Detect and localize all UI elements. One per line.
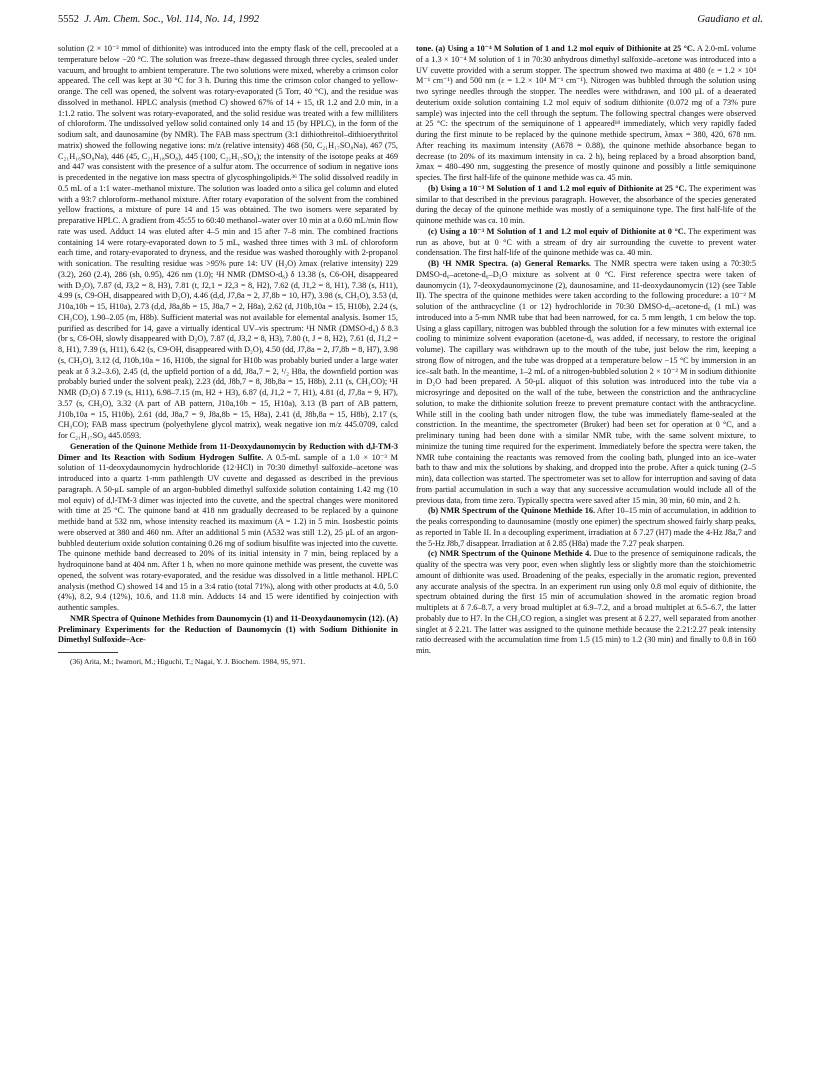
header-authors: Gaudiano et al. bbox=[697, 14, 763, 25]
paragraph-heading: (c) Using a 10⁻³ M Solution of 1 and 1.2 mol equiv of Dithionite at 0 °C. bbox=[428, 226, 686, 236]
paragraph-heading: (c) NMR Spectrum of the Quinone Methide 4. bbox=[428, 549, 592, 559]
paragraph bbox=[416, 44, 756, 184]
paragraph bbox=[58, 614, 398, 646]
paragraph-body: After 10–15 min of accumulation, in addition to the peaks corresponding to daunosamine (mostly one epimer) the spectrum showed fairly sharp peaks, as reported in Table II. In a decoupling experiment, irradiation at δ 7.27 (H7) made the 4-Hz J8a,7 and the 5-Hz J8b,7 disappear. Irradiation at δ 2.85 (H8a) made the 7.27 peak sharpen. bbox=[416, 506, 756, 548]
footnote-divider bbox=[58, 652, 118, 653]
paragraph: solution (2 × 10⁻² mmol of dithionite) was introduced into the empty flask of the cell, precooled at a temperature below −20 °C. The solution was freeze–thaw degassed through three cycles, sealed under vacuum, and brought to ambient temperature. The two solutions were mixed, whereby a crimson color appeared. The cell was kept at 30 °C for 3 h. During this time the crimson color changed to yellow-orange. The cell was opened, the solvent was rotary-evaporated (5 Torr, 40 °C), and the residue was dissolved in methanol. HPLC analysis (method C) showed 67% of 14 + 15, tR 1.2 and 2.0 min, in a 1:1.2 ratio. The solvent was rotary-evaporated, and the solid residue was treated with a few milliliters of chloroform. The undissolved yellow solid contained only 14 and 15 (by HPLC), in the form of the sodium salt, and daunosamine (by NMR). The FAB mass spectrum (3:1 dithiothreitol–dithioerythritol matrix) showed the following negative ions: m/z (relative intensity) 468 (50, C₂₁H₁₇SO₈Na), 467 (75, C₂₁H₁₆SO₈Na), 446 (45, C₂₁H₁₈SO₈), 445 (100, C₂₁H₁₇SO₈); the intensity of the isotope peaks at 469 and 447 was consistent with the presence of a sulfur atom. The occurrence of sodium in negative ions is precedented in the negative ion mass spectra of glycosphingolipids.³⁶ The solid dissolved readily in 0.5 mL of a 1:1 water–methanol mixture. The solution was loaded onto a silica gel column and eluted with a 93:7 chloroform–methanol mixture. After rotary evaporation of the solvent from the combined yellow fractions, a mixture of pure 14 and 15 was obtained. The two isomers were separated by preparative HPLC. A gradient from 45:55 to 60:40 methanol–water over 10 min at a 0.60 mL/min flow rate was used. Adduct 14 was eluted after 4–5 min and 15 after 7–8 min. The combined fractions containing 14 were rotary-evaporated down to 5 mL, washed three times with 3 mL of chloroform each time, and rotary-evaporated to dryness, and the residue was washed thoroughly with 2-propanol with sonication. The resulting residue was >95% pure 14: UV (H₂O) λmax (relative intensity) 229 (3.2), 260 (2.4), 286 (sh, 0.95), 426 nm (1.0); ¹H NMR (DMSO-d₆) δ 13.38 (s, C6-OH, disappeared with D₂O), 7.87 (d, J3,2 = 8, H3), 7.81 (t, J2,1 = J2,3 = 8, H2), 7.62 (d, J1,2 = 8, H1), 7.38 (s, H11), 4.99 (s, C9-OH, disappeared with D₂O), 4.46 (d,d, J7,8a = 2, J7,8b = 10, H7), 3.98 (s, CH₃O), 3.53 (d, J10a,10b = 15, H10a), 2.73 (d,d, J8a,8b = 15, J8a,7 = 2, H8a), 2.62 (d, J10b,10a = 15, H10b), 2.24 (s, CH₃CO), 1.90–2.05 (m, H8b). Sufficient material was not available for elemental analysis. Isomer 15, purified as described for 14, gave a virtually identical UV–vis spectrum: ¹H NMR (DMSO-d₆) δ 8.3 (br s, C6-OH, slowly disappeared with D₂O), 7.87 (d, J3,2 = 8, H3), 7.80 (t, J = 8, H2), 7.61 (d, J1,2 = 8, H1), 7.39 (s, H11), 6.42 (s, C9-OH, disappeared with D₂O), 4.50 (dd, J7,8a = 2, J7,8b = 8, H7), 3.98 (s, CH₃O), 3.12 (d, J10b,10a = 16, H10b, the signal for H10b was probably buried under a large water peak at δ 3.2–3.6), 2.45 (d, the upfield portion of a dd, J8a,7 = 2, ¹/₂ H8a, the downfield portion was probably buried under the solvent peak), 2.23 (dd, J8b,7 = 8, J8b,8a = 15, H8b), 2.11 (s, CH₃CO); ¹H NMR (D₂O) δ 7.19 (s, H11), 6.98–7.15 (m, H2 + H3), 6.87 (d, J1,2 = 7, H1), 4.81 (d, J7,8a = 9, H7), 3.57 (s, CH₃O), 3.32 (A part of AB pattern, J10a,10b = 15, H10a), 3.13 (B part of AB pattern, J10b,10a = 15, H10b), 2.61 (dd, J8a,7 = 9, J8a,8b = 15, H8a), 2.41 (d, J8b,8a = 15, H8b), 2.17 (s, CH₃CO); FAB mass spectrum (polyethylene glycol matrix), weak negative ion m/z 445.0709, calcd for C₂₁H₁₇SO₈ 445.0593. bbox=[58, 44, 399, 440]
left-column bbox=[58, 44, 398, 667]
right-column bbox=[416, 44, 756, 657]
paragraph-body: A 2.0-mL volume of a 1.3 × 10⁻⁴ M solution of 1 in 70:30 anhydrous dimethyl sulfoxide–acetone was introduced into a UV cuvette provided with a serum stopper. The spectrum showed two maxima at 480 (ε = 1.2 × 10⁴ M⁻¹ cm⁻¹) and 500 nm (ε = 1.2 × 10⁴ M⁻¹ cm⁻¹). Nitrogen was bubbled through the solution using two syringe needles through the stopper. The needles were withdrawn, and 100 μL of a deaerated deuterium oxide solution containing 1.2 mol equiv of sodium dithionite (0.072 mg of a 73% pure sample) was injected into the cell through the septum. The following spectral changes were observed at 25 °C: the spectrum of the semiquinone of 1 appeared¹⁸ immediately, which very rapidly faded during the first minute to be replaced by the quinone methide spectrum, λmax = 380, 420, 678 nm. After reaching its maximum intensity (A678 = 0.88), the quinone methide absorbance began to decrease (to 20% of its maximum intensity in ca. 2 h), being replaced by a broad absorption band, λmax = 480–490 nm, suggesting the presence of mostly quinone and possibly a little semiquinone species. The first half-life of the quinone methide was ca. 45 min. bbox=[416, 44, 756, 182]
paragraph-heading: NMR Spectra of Quinone Methides from Daunomycin (1) and 11-Deoxydaunomycin (12). (A) Preliminary Experiments for the Reduction of Daunomycin (1) with Sodium Dithionite in Dimethyl Sulfoxide–Ace- bbox=[58, 613, 398, 645]
paragraph-body: The experiment was run as above, but at 0 °C with a stream of dry air surrounding the cuvette to prevent water condensation. The first half-life of the quinone methide was ca. 40 min. bbox=[416, 226, 756, 258]
paragraph bbox=[416, 227, 756, 259]
paragraph bbox=[416, 506, 756, 549]
paragraph bbox=[416, 184, 756, 227]
paragraph-heading: (b) Using a 10⁻³ M Solution of 1 and 1.2 mol equiv of Dithionite at 25 °C. bbox=[428, 183, 687, 193]
paragraph bbox=[416, 549, 756, 657]
page-header bbox=[58, 14, 763, 30]
paragraph-heading: tone. (a) Using a 10⁻⁴ M Solution of 1 and 1.2 mol equiv of Dithionite at 25 °C. bbox=[416, 44, 695, 53]
paragraph-heading: (b) NMR Spectrum of the Quinone Methide 16. bbox=[428, 506, 596, 516]
paragraph-body: The experiment was similar to that described in the previous paragraph. However, the absorbance of the species generated during the decay of the quinone methide was mostly of a semiquinone type. The first half-life of the quinone methide was ca. 10 min. bbox=[416, 183, 757, 225]
paragraph bbox=[416, 259, 756, 506]
paragraph bbox=[58, 442, 398, 614]
paragraph-heading: (B) ¹H NMR Spectra. (a) General Remarks. bbox=[428, 259, 591, 268]
paragraph-body: The NMR spectra were taken using a 70:30:5 DMSO-d₆–acetone-d₆–D₂O mixture as solvent at 0 °C. First reference spectra were taken of daunomycin (1), 7-deoxydaunomycinone (2), daunosamine, and 11-deoxydaunomycin (12) (see Table II). The spectra of the quinone methides were taken according to the following procedure: a 10⁻² M solution of the anthracycline (1 or 12) hydrochloride in 70:30 DMSO-d₆–acetone-d₆ (1 mL) was introduced into a 5-mm NMR tube that had been narrowed, for ca. 5 mm length, 1 cm below the top. Using a glass capillary, nitrogen was bubbled through the solution for a few minutes with external ice cooling to minimize solvent evaporation (acetone-d₆ was added, if necessary, to restore the original volume). The capillary was withdrawn up to the mouth of the tube, just below the rim, keeping a strong flow of nitrogen, and the tube was dropped at a temperature below −15 °C by immersion in an ice–salt bath. In the meantime, 1–2 mL of a nitrogen-bubbled solution 2 × 10⁻² M in sodium dithionite in D₂O had been prepared. A 50-μL aliquot of this solution was introduced into the tube via a microsyringe and deposited on the wall of the tube, between the constriction and the anthracycline solution, to make the dithionite solution freeze to prevent premature contact with the anthracycline. While still in the cooling bath under nitrogen flow, the tube was immediately flame-sealed at the constriction. In the meantime, the spectrometer (Bruker) had been set for operation at 0 °C, and a preliminary tuning had been done with a similar NMR tube, with the same solvent mixture, to minimize the tuning time required for the experiment. Immediately before the spectra were taken, the NMR tube containing the reactants was removed from the cooling bath, plunged into an ice–water bath to thaw and mix the solutions by shaking, and dropped into the probe. After a quick tuning (2–5 min), data collection was started. The spectrometer was set to allow for interruption and saving of data from partial accumulation in such a way that any successive accumulation would include all of the previous data, from time zero. Typically spectra were saved after 15 min, 30 min, 60 min, and 2 h. bbox=[416, 259, 756, 505]
page-number: 5552 bbox=[58, 14, 79, 25]
paragraph-body: A 0.5-mL sample of a 1.0 × 10⁻³ M solution of 11-deoxydaunomycin hydrochloride (12·HCl) in 70:30 dimethyl sulfoxide–acetone was introduced into a quartz 1-mm pathlength UV cuvette and degassed as described in the previous paragraph. A 50-μL sample of an argon-bubbled dimethyl sulfoxide solution containing 1.42 mg (10 mol equiv) of d,l-TM-3 dimer was injected into the cuvette, and the spectral changes were monitored with time at 25 °C. The quinone band at 418 nm gradually decreased to be replaced by a quinone methide band at 532 nm, whose intensity reached its maximum (A = 1.2) in 5 min. Isosbestic points were observed at 380 and 460 nm. After an additional 5 min (A532 was still 1.2), 25 μL of an argon-bubbled deuterium oxide solution containing 0.26 mg of sodium bisulfite was injected into the cuvette. The quinone methide band decreased to 20% of its initial intensity in 7 min, being replaced by a hydroquinone band at 404 nm. After 1 h, when no more quinone methide was present, the cuvette was opened, the solvent was rotary-evaporated, and the residue was dissolved in a little methanol. HPLC analysis (method C) showed 14 and 15 in a 3:4 ratio (total 71%), along with other products at 4.0, 5.0 (4%), 8.2, 9.4 (12%), 10.6, and 11.8 min. Adducts 14 and 15 were identified by coinjection with authentic samples. bbox=[58, 452, 398, 612]
header-left bbox=[58, 14, 259, 25]
paragraph-body: Due to the presence of semiquinone radicals, the quality of the spectra was very poor, even when slightly less or slightly more than the stoichiometric amount of dithionite was used. Broadening of the peaks, especially in the aromatic region, prevented any accurate analysis of the spectra. In an experiment run using only 0.8 mol equiv of dithionite, the spectrum obtained during the first 15 min of accumulation showed in the aromatic region broad multiplets at δ 7.6–8.7, a very broad multiplet at 6.9–7.2, and a broad multiplet at 6.5–6.7, the latter probably due to H7. In the CH₃CO region, a singlet was present at δ 2.27, well separated from another singlet at δ 2.21. The latter was assigned to the quinone methide because the 2.21:2.27 peak intensity ratio decreased with the accumulation time from 1.5 (15 min) to 1.2 (30 min) and finally to 0.8 in 160 min. bbox=[416, 549, 757, 655]
footnote: (36) Arita, M.; Iwamori, M.; Higuchi, T.; Nagai, Y. J. Biochem. 1984, 95, 971. bbox=[70, 657, 306, 666]
journal-citation: J. Am. Chem. Soc., Vol. 114, No. 14, 1992 bbox=[84, 14, 260, 25]
paragraph-heading: Generation of the Quinone Methide from 11-Deoxydaunomycin by Reduction with d,l-TM-3 Dimer and Its Reaction with Sodium Hydrogen Sulfite. bbox=[58, 441, 398, 462]
